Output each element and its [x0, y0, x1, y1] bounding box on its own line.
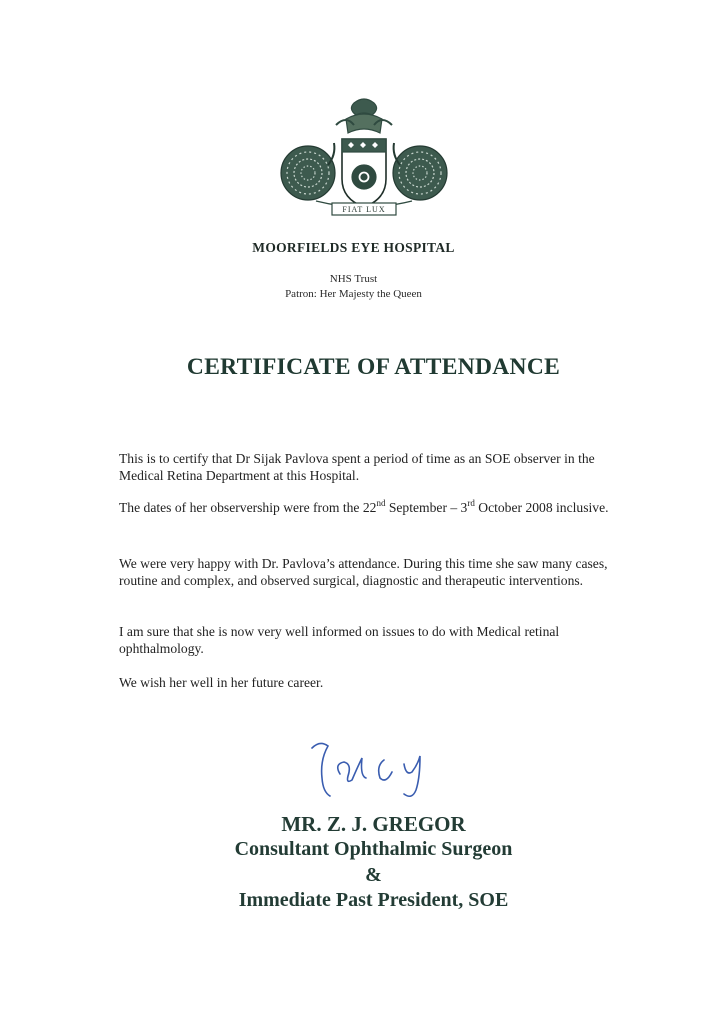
paragraph-informed: I am sure that she is now very well informed on issues to do with Medical retinal ophthalmology. — [119, 624, 560, 656]
crest-motto: FIAT LUX — [342, 205, 386, 214]
right-peacock-icon — [393, 143, 447, 200]
signatory-role: Immediate Past President, SOE — [238, 889, 509, 911]
trust-info — [0, 272, 707, 302]
dates-suffix: October 2008 inclusive. — [474, 500, 609, 515]
dates-middle: September – 3 — [385, 500, 468, 515]
dates-prefix: The dates of her observership were from the 22 — [119, 500, 377, 515]
paragraph-dates — [119, 499, 639, 516]
shield-icon — [342, 139, 386, 207]
paragraph-attendance: We were very happy with Dr. Pavlova’s attendance. During this time she saw many cases, routine and complex, and observed surgical, diagnostic and therapeutic interventions. — [119, 556, 608, 588]
hospital-crest — [276, 95, 452, 221]
signatory-name: MR. Z. J. GREGOR — [281, 812, 466, 836]
left-peacock-icon — [281, 143, 335, 200]
trust-line: NHS Trust — [329, 273, 378, 285]
dates-sup-start: nd — [376, 498, 386, 508]
dates-sup-end: rd — [467, 498, 475, 508]
patron-line: Patron: Her Majesty the Queen — [285, 288, 422, 300]
paragraph-certify: This is to certify that Dr Sijak Pavlova spent a period of time as an SOE observer in the Medical Retina Department at this Hospital. — [119, 451, 595, 483]
paragraph-wishes: We wish her well in her future career. — [119, 675, 324, 690]
signatory-ampersand: & — [365, 864, 382, 886]
helmet-icon — [336, 99, 392, 133]
hospital-name: MOORFIELDS EYE HOSPITAL — [252, 240, 455, 255]
handwritten-signature — [300, 738, 450, 802]
signatory-title: Consultant Ophthalmic Surgeon — [234, 838, 513, 860]
certificate-title: CERTIFICATE OF ATTENDANCE — [186, 354, 561, 380]
